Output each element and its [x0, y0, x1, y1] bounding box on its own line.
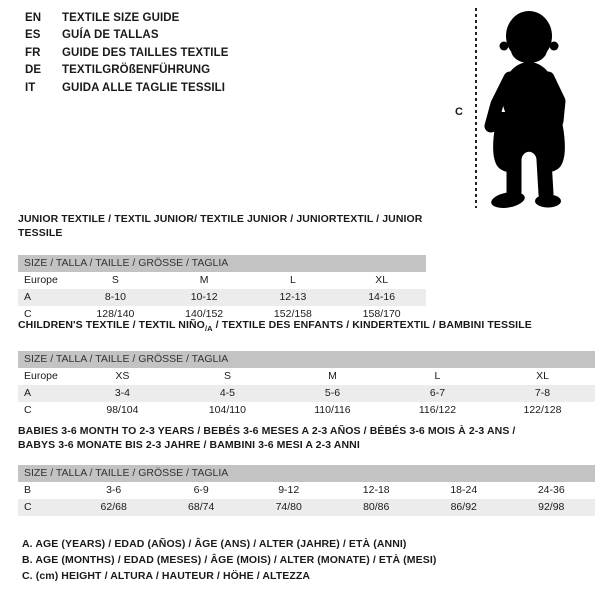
- cell-value: 140/152: [185, 308, 224, 320]
- language-code: DE: [25, 64, 42, 77]
- cell-value: 110/116: [314, 404, 351, 417]
- table-title: JUNIOR TEXTILE / TEXTIL JUNIOR/ TEXTILE JUNIOR / JUNIORTEXTIL / JUNIOR TESSILE: [18, 213, 423, 239]
- cell-value: 18-24: [450, 484, 478, 496]
- language-list: [25, 10, 229, 97]
- footnotes: [22, 536, 436, 584]
- toddler-silhouette-icon: [484, 8, 572, 208]
- language-code: ES: [25, 29, 41, 42]
- table-size-header: SIZE / TALLA / TAILLE / GRÖSSE / TAGLIA: [18, 465, 595, 482]
- language-label: TEXTILGRÖßENFÜHRUNG: [62, 64, 211, 77]
- cell-value: 116/122: [418, 404, 457, 417]
- cell-value: L: [434, 370, 441, 383]
- cell-value: 10-12: [190, 291, 218, 303]
- cell-value: 12-18: [362, 484, 390, 496]
- language-label: TEXTILE SIZE GUIDE: [62, 12, 180, 24]
- cell-value: 104/110: [208, 404, 247, 417]
- table-size-header: SIZE / TALLA / TAILLE / GRÖSSE / TAGLIA: [18, 351, 595, 368]
- language-row: [25, 27, 229, 44]
- cell-value: L: [289, 274, 296, 286]
- cell-value: 7-8: [534, 387, 551, 400]
- row-label: C: [24, 308, 32, 320]
- cell-value: 86/92: [450, 501, 477, 513]
- table-row: [18, 368, 595, 385]
- language-code: FR: [25, 46, 41, 59]
- row-label: A: [24, 387, 32, 400]
- cell-value: XL: [536, 370, 549, 383]
- row-label: Europe: [24, 370, 58, 383]
- cell-value: 5-6: [324, 387, 341, 400]
- row-label: Europe: [24, 274, 58, 286]
- footnote-b: B. AGE (MONTHS) / EDAD (MESES) / ÂGE (MOIS) / ALTER (MONATE) / ETÀ (MESI): [22, 554, 437, 566]
- table-size-header: SIZE / TALLA / TAILLE / GRÖSSE / TAGLIA: [18, 255, 426, 272]
- cell-value: S: [111, 274, 119, 286]
- language-row: [25, 10, 229, 27]
- cell-value: 3-4: [114, 387, 131, 400]
- table-title: CHILDREN'S TEXTILE / TEXTIL $NIÑO_{/A}$ / TEXTILE DES ENFANTS / KINDERTEXTIL / BAMBINI TESSILE: [18, 319, 532, 334]
- baby-figure: [448, 6, 598, 212]
- table-row: [18, 385, 595, 402]
- childrens-textile-table: [18, 318, 595, 419]
- cell-value: 6-7: [429, 387, 446, 400]
- cell-value: 98/104: [106, 404, 139, 417]
- table-title: BABIES 3-6 MONTH TO 2-3 YEARS / BEBÉS 3-6 MESES A 2-3 AÑOS / BÉBÉS 3-6 MOIS À 2-3 ANS / BABYS 3-6 MONATE BIS 2-3 JAHRE / BAMBINI 3-6 MESI A 2-3 ANNI: [18, 425, 516, 451]
- cell-value: 4-5: [219, 387, 236, 400]
- cell-value: 9-12: [278, 484, 300, 496]
- height-measure-label: C: [455, 106, 463, 118]
- language-code: EN: [25, 12, 42, 24]
- language-label: GUÍA DE TALLAS: [62, 29, 159, 42]
- table-row: [18, 499, 595, 516]
- language-code: IT: [25, 81, 36, 94]
- cell-value: 152/158: [273, 308, 312, 320]
- row-label: A: [24, 291, 32, 303]
- cell-value: 3-6: [106, 484, 122, 496]
- cell-value: 158/170: [362, 308, 401, 320]
- cell-value: M: [328, 370, 337, 383]
- cell-value: M: [199, 274, 209, 286]
- cell-value: 92/98: [538, 501, 565, 513]
- language-label: GUIDA ALLE TAGLIE TESSILI: [62, 81, 226, 94]
- cell-value: 14-16: [368, 291, 396, 303]
- table-rows: [18, 272, 426, 323]
- table-row: [18, 402, 595, 419]
- cell-value: 80/86: [363, 501, 390, 513]
- table-rows: [18, 368, 595, 419]
- table-row: [18, 482, 595, 499]
- cell-value: 8-10: [104, 291, 126, 303]
- cell-value: 62/68: [100, 501, 127, 513]
- cell-value: 74/80: [275, 501, 302, 513]
- cell-value: 24-36: [537, 484, 565, 496]
- table-rows: [18, 482, 595, 516]
- cell-value: XS: [115, 370, 130, 383]
- footnote-c: C. (cm) HEIGHT / ALTURA / HAUTEUR / HÖHE / ALTEZZA: [22, 570, 311, 582]
- cell-value: 6-9: [193, 484, 209, 496]
- footnote-a: A. AGE (YEARS) / EDAD (AÑOS) / ÂGE (ANS) / ALTER (JAHRE) / ETÀ (ANNI): [22, 538, 407, 550]
- babies-textile-table: [18, 424, 595, 516]
- cell-value: 128/140: [96, 308, 135, 320]
- language-row: [25, 45, 229, 62]
- table-row: [18, 289, 426, 306]
- row-label: C: [24, 404, 32, 417]
- row-label: B: [24, 484, 32, 496]
- cell-value: 122/128: [523, 404, 562, 417]
- cell-value: S: [223, 370, 231, 383]
- cell-value: 68/74: [188, 501, 215, 513]
- language-row: [25, 62, 229, 79]
- cell-value: 12-13: [279, 291, 307, 303]
- table-row: [18, 272, 426, 289]
- junior-textile-table: [18, 212, 426, 323]
- cell-value: XL: [375, 274, 389, 286]
- language-label: GUIDE DES TAILLES TEXTILE: [62, 46, 229, 59]
- row-label: C: [24, 501, 32, 513]
- height-dashed-line-icon: [475, 8, 477, 208]
- language-row: [25, 80, 229, 97]
